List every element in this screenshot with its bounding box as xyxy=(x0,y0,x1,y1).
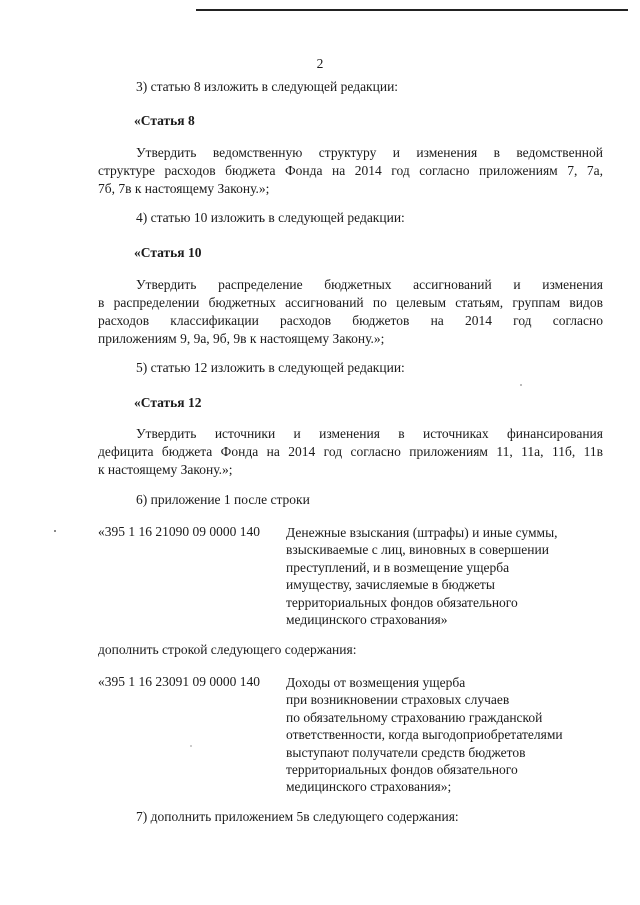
article-12-line: к настоящему Закону.»; xyxy=(98,462,233,477)
row1-code: «395 1 16 21090 09 0000 140 xyxy=(98,524,260,539)
item5-intro: 5) статью 12 изложить в следующей редакции: xyxy=(136,360,405,375)
row1-desc-line: медицинского страхования» xyxy=(286,612,448,628)
row1-desc-line: Денежные взыскания (штрафы) и иные суммы, xyxy=(286,525,558,540)
article-10-line: приложениям 9, 9а, 9б, 9в к настоящему Закону.»; xyxy=(98,331,385,346)
row1-desc-line: взыскиваемые с лиц, виновных в совершении xyxy=(286,542,549,558)
scan-speck xyxy=(54,530,56,532)
row1-description xyxy=(286,524,558,628)
item7-intro: 7) дополнить приложением 5в следующего содержания: xyxy=(136,809,459,824)
row1-desc-line: преступлений, и в возмещение ущерба xyxy=(286,559,510,575)
article-8-line: Утвердить ведомственную структуру и изменения в ведомственной xyxy=(136,145,603,160)
row2-desc-line: по обязательному страхованию гражданской xyxy=(286,709,543,725)
row2-code: «395 1 16 23091 09 0000 140 xyxy=(98,674,260,689)
top-rule xyxy=(196,9,628,11)
article-8-text xyxy=(98,144,603,198)
article-10-line: расходов классификации расходов бюджетов на 2014 год согласно xyxy=(98,313,603,328)
article-12-line: дефицита бюджета Фонда на 2014 год согласно приложениям 11, 11а, 11б, 11в xyxy=(98,444,603,459)
page-number: 2 xyxy=(316,56,324,71)
row2-desc-line: территориальных фондов обязательного xyxy=(286,762,518,778)
article-12-heading: «Статья 12 xyxy=(134,395,202,410)
article-12-line: Утвердить источники и изменения в источниках финансирования xyxy=(136,426,603,441)
row2-desc-line: выступают получатели средств бюджетов xyxy=(286,744,526,760)
article-10-line: Утвердить распределение бюджетных ассигнований и изменения xyxy=(136,277,603,292)
row2-desc-line: Доходы от возмещения ущерба xyxy=(286,675,466,690)
article-10-heading: «Статья 10 xyxy=(134,245,202,260)
item4-intro: 4) статью 10 изложить в следующей редакции: xyxy=(136,210,405,225)
scan-speck xyxy=(520,384,522,386)
row1-desc-line: имуществу, зачисляемые в бюджеты xyxy=(286,577,495,593)
article-8-line: 7б, 7в к настоящему Закону.»; xyxy=(98,181,270,196)
scan-speck xyxy=(190,745,192,747)
article-10-line: в распределении бюджетных ассигнований по целевым статьям, группам видов xyxy=(98,295,603,310)
append-intro: дополнить строкой следующего содержания: xyxy=(98,642,357,657)
row2-description xyxy=(286,674,563,796)
item6-intro: 6) приложение 1 после строки xyxy=(136,492,310,507)
article-8-line: структуре расходов бюджета Фонда на 2014 год согласно приложениям 7, 7а, xyxy=(98,163,603,178)
article-10-text xyxy=(98,276,603,348)
row2-desc-line: медицинского страхования»; xyxy=(286,779,452,795)
article-8-heading: «Статья 8 xyxy=(134,113,195,128)
row2-desc-line: ответственности, когда выгодоприобретателями xyxy=(286,727,563,743)
row1-desc-line: территориальных фондов обязательного xyxy=(286,594,518,610)
row2-desc-line: при возникновении страховых случаев xyxy=(286,692,510,708)
item3-intro: 3) статью 8 изложить в следующей редакции: xyxy=(136,79,399,94)
article-12-text xyxy=(98,425,603,479)
